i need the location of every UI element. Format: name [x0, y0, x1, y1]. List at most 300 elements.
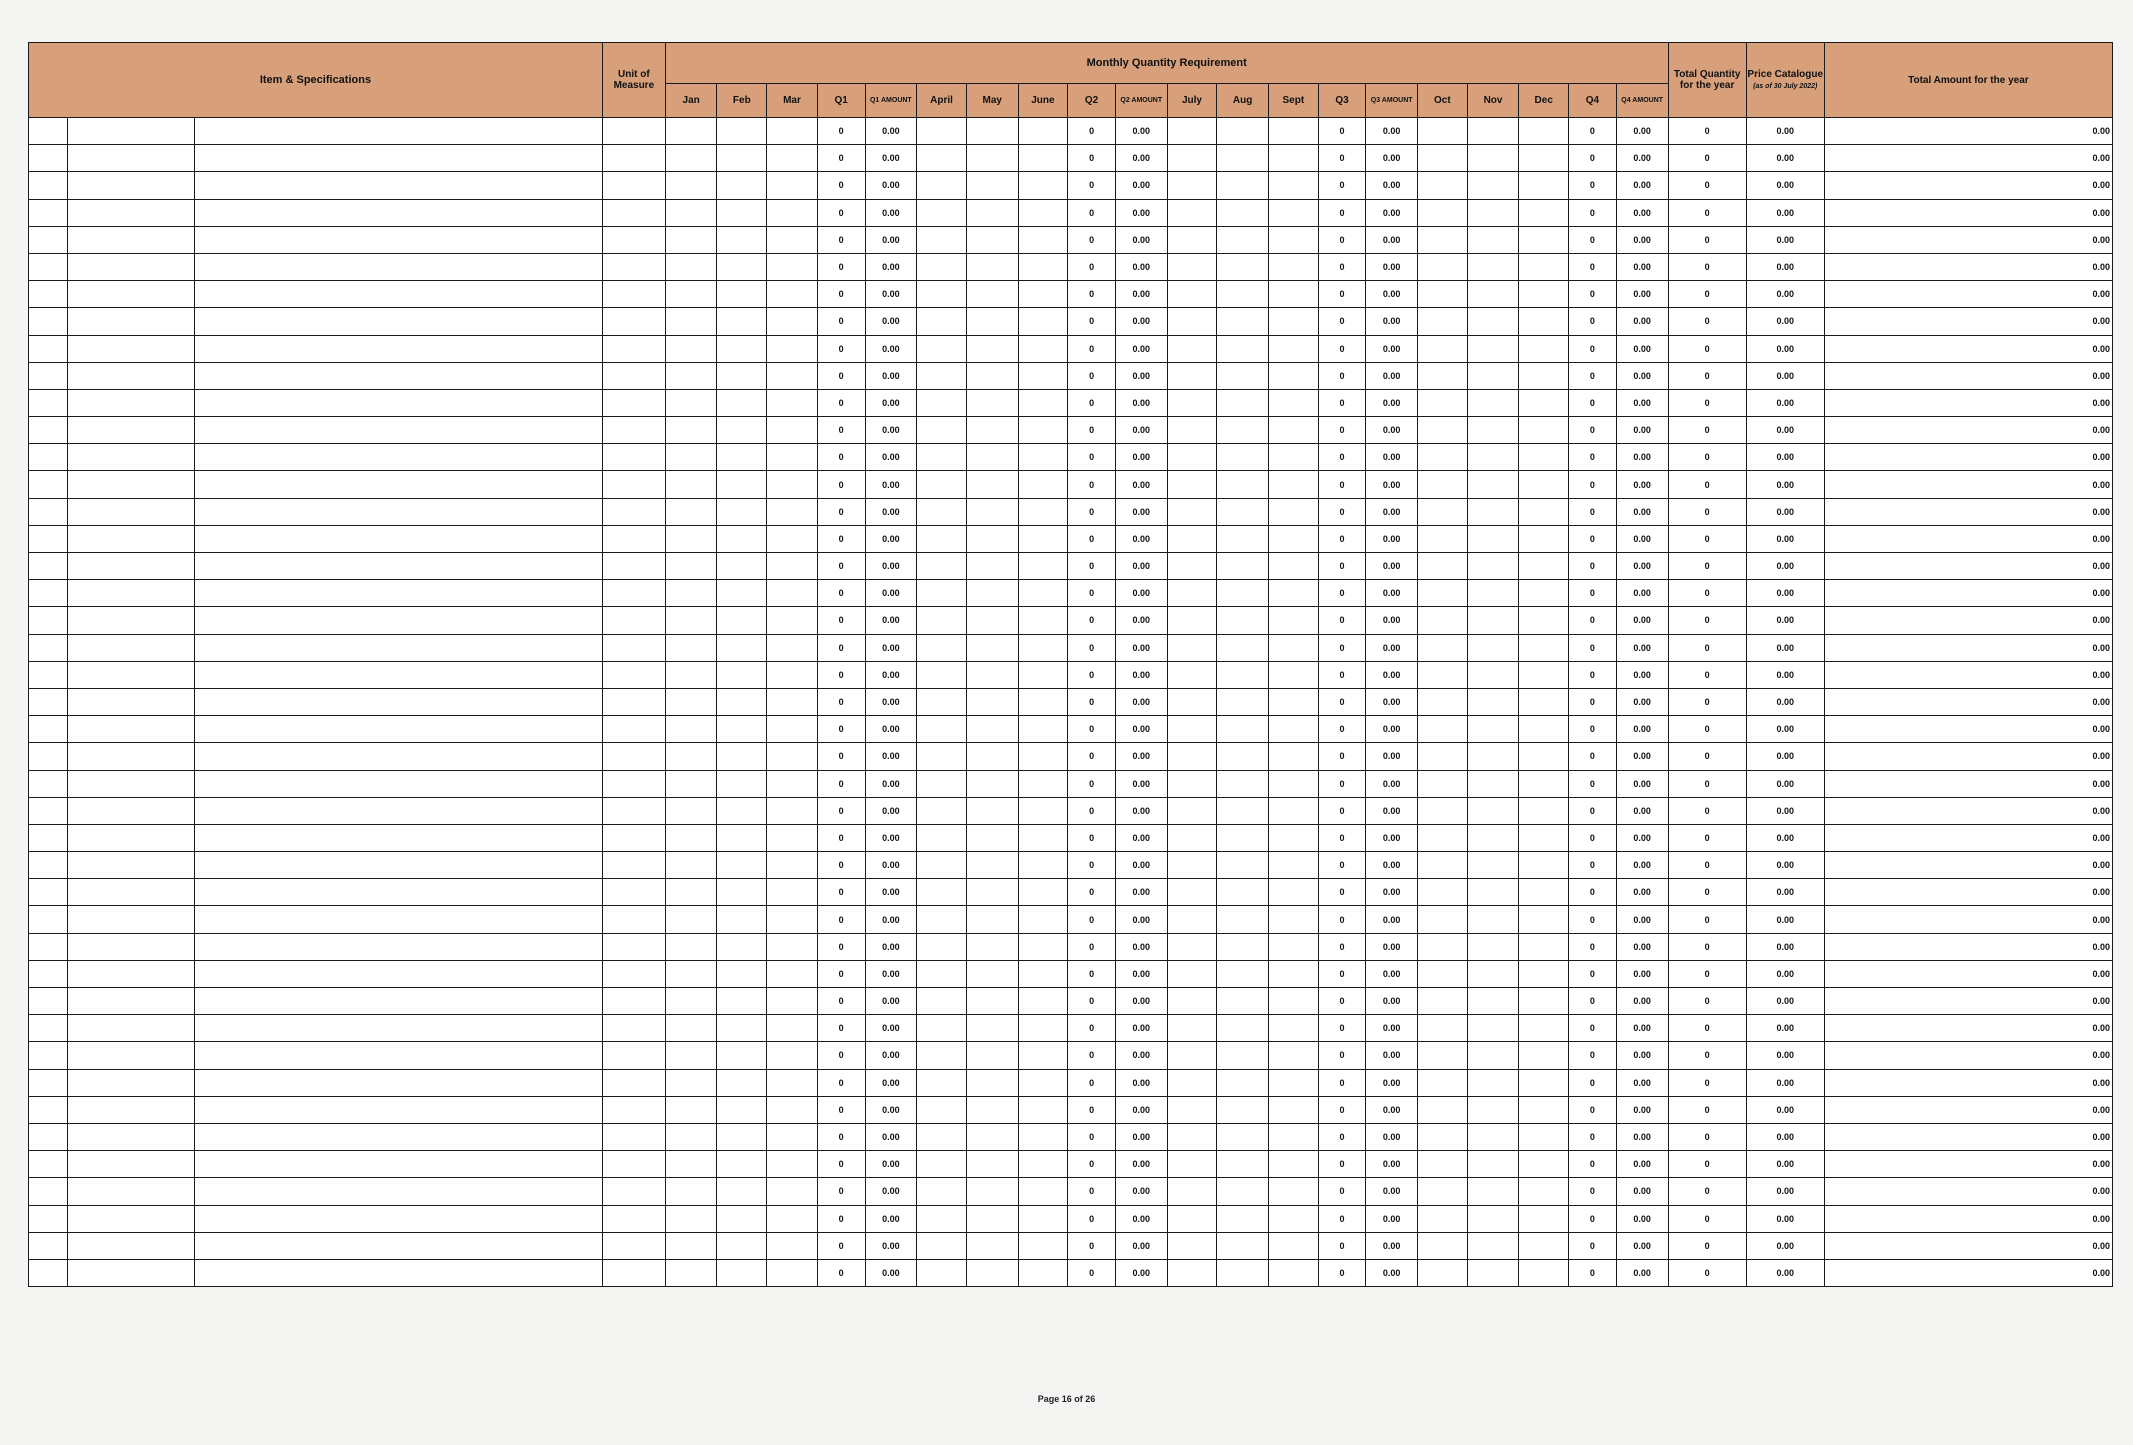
month-qty-cell[interactable]: [1167, 498, 1217, 525]
row-number-cell[interactable]: [29, 226, 68, 253]
month-qty-cell[interactable]: [1167, 553, 1217, 580]
month-qty-cell[interactable]: [1167, 281, 1217, 308]
month-qty-cell[interactable]: [1018, 988, 1068, 1015]
month-qty-cell[interactable]: [917, 1205, 967, 1232]
month-qty-cell[interactable]: [966, 716, 1018, 743]
month-qty-cell[interactable]: [1418, 1178, 1468, 1205]
month-qty-cell[interactable]: [966, 1069, 1018, 1096]
month-qty-cell[interactable]: [917, 852, 967, 879]
month-qty-cell[interactable]: [665, 634, 717, 661]
month-qty-cell[interactable]: [1467, 172, 1519, 199]
month-qty-cell[interactable]: [917, 607, 967, 634]
month-qty-cell[interactable]: [665, 444, 717, 471]
month-qty-cell[interactable]: [1268, 553, 1318, 580]
month-qty-cell[interactable]: [1519, 281, 1569, 308]
month-qty-cell[interactable]: [1519, 852, 1569, 879]
month-qty-cell[interactable]: [1018, 1123, 1068, 1150]
month-qty-cell[interactable]: [1167, 389, 1217, 416]
month-qty-cell[interactable]: [1519, 988, 1569, 1015]
month-qty-cell[interactable]: [767, 362, 818, 389]
month-qty-cell[interactable]: [717, 933, 767, 960]
month-qty-cell[interactable]: [917, 362, 967, 389]
item-code-cell[interactable]: [67, 362, 195, 389]
month-qty-cell[interactable]: [1519, 634, 1569, 661]
month-qty-cell[interactable]: [665, 362, 717, 389]
month-qty-cell[interactable]: [1217, 1096, 1269, 1123]
month-qty-cell[interactable]: [1418, 389, 1468, 416]
month-qty-cell[interactable]: [1418, 770, 1468, 797]
month-qty-cell[interactable]: [665, 308, 717, 335]
month-qty-cell[interactable]: [665, 879, 717, 906]
month-qty-cell[interactable]: [1167, 253, 1217, 280]
month-qty-cell[interactable]: [767, 960, 818, 987]
month-qty-cell[interactable]: [1217, 335, 1269, 362]
month-qty-cell[interactable]: [665, 417, 717, 444]
month-qty-cell[interactable]: [917, 1178, 967, 1205]
month-qty-cell[interactable]: [717, 688, 767, 715]
month-qty-cell[interactable]: [966, 580, 1018, 607]
row-number-cell[interactable]: [29, 118, 68, 145]
unit-cell[interactable]: [602, 661, 665, 688]
month-qty-cell[interactable]: [665, 335, 717, 362]
month-qty-cell[interactable]: [917, 688, 967, 715]
month-qty-cell[interactable]: [917, 226, 967, 253]
month-qty-cell[interactable]: [1268, 362, 1318, 389]
item-code-cell[interactable]: [67, 688, 195, 715]
month-qty-cell[interactable]: [917, 335, 967, 362]
unit-cell[interactable]: [602, 688, 665, 715]
month-qty-cell[interactable]: [966, 1205, 1018, 1232]
month-qty-cell[interactable]: [665, 145, 717, 172]
item-specification-cell[interactable]: [195, 498, 603, 525]
month-qty-cell[interactable]: [1217, 797, 1269, 824]
month-qty-cell[interactable]: [1167, 906, 1217, 933]
month-qty-cell[interactable]: [717, 1178, 767, 1205]
item-code-cell[interactable]: [67, 444, 195, 471]
month-qty-cell[interactable]: [1519, 661, 1569, 688]
item-specification-cell[interactable]: [195, 308, 603, 335]
month-qty-cell[interactable]: [1519, 797, 1569, 824]
month-qty-cell[interactable]: [717, 1205, 767, 1232]
month-qty-cell[interactable]: [665, 607, 717, 634]
month-qty-cell[interactable]: [1268, 199, 1318, 226]
month-qty-cell[interactable]: [917, 281, 967, 308]
month-qty-cell[interactable]: [767, 580, 818, 607]
row-number-cell[interactable]: [29, 1123, 68, 1150]
month-qty-cell[interactable]: [1418, 444, 1468, 471]
month-qty-cell[interactable]: [717, 607, 767, 634]
item-specification-cell[interactable]: [195, 281, 603, 308]
month-qty-cell[interactable]: [767, 716, 818, 743]
row-number-cell[interactable]: [29, 253, 68, 280]
month-qty-cell[interactable]: [1418, 281, 1468, 308]
month-qty-cell[interactable]: [1519, 1096, 1569, 1123]
item-specification-cell[interactable]: [195, 553, 603, 580]
item-specification-cell[interactable]: [195, 1042, 603, 1069]
month-qty-cell[interactable]: [1167, 471, 1217, 498]
month-qty-cell[interactable]: [1519, 607, 1569, 634]
month-qty-cell[interactable]: [1467, 960, 1519, 987]
month-qty-cell[interactable]: [1018, 634, 1068, 661]
item-code-cell[interactable]: [67, 960, 195, 987]
item-code-cell[interactable]: [67, 852, 195, 879]
item-code-cell[interactable]: [67, 145, 195, 172]
month-qty-cell[interactable]: [1467, 770, 1519, 797]
month-qty-cell[interactable]: [717, 498, 767, 525]
month-qty-cell[interactable]: [1167, 525, 1217, 552]
month-qty-cell[interactable]: [1217, 580, 1269, 607]
month-qty-cell[interactable]: [665, 172, 717, 199]
month-qty-cell[interactable]: [917, 172, 967, 199]
month-qty-cell[interactable]: [966, 362, 1018, 389]
month-qty-cell[interactable]: [917, 1123, 967, 1150]
month-qty-cell[interactable]: [665, 688, 717, 715]
month-qty-cell[interactable]: [1018, 797, 1068, 824]
month-qty-cell[interactable]: [767, 1205, 818, 1232]
month-qty-cell[interactable]: [1467, 988, 1519, 1015]
month-qty-cell[interactable]: [1418, 743, 1468, 770]
month-qty-cell[interactable]: [767, 118, 818, 145]
month-qty-cell[interactable]: [917, 634, 967, 661]
item-specification-cell[interactable]: [195, 335, 603, 362]
month-qty-cell[interactable]: [1467, 118, 1519, 145]
month-qty-cell[interactable]: [1268, 770, 1318, 797]
month-qty-cell[interactable]: [1418, 906, 1468, 933]
month-qty-cell[interactable]: [917, 797, 967, 824]
month-qty-cell[interactable]: [717, 770, 767, 797]
month-qty-cell[interactable]: [966, 634, 1018, 661]
month-qty-cell[interactable]: [1018, 824, 1068, 851]
month-qty-cell[interactable]: [665, 1178, 717, 1205]
month-qty-cell[interactable]: [1418, 226, 1468, 253]
month-qty-cell[interactable]: [665, 770, 717, 797]
month-qty-cell[interactable]: [1467, 1123, 1519, 1150]
month-qty-cell[interactable]: [1268, 145, 1318, 172]
unit-cell[interactable]: [602, 226, 665, 253]
month-qty-cell[interactable]: [917, 1015, 967, 1042]
month-qty-cell[interactable]: [1418, 797, 1468, 824]
month-qty-cell[interactable]: [1167, 1232, 1217, 1259]
month-qty-cell[interactable]: [966, 988, 1018, 1015]
month-qty-cell[interactable]: [1217, 607, 1269, 634]
month-qty-cell[interactable]: [717, 253, 767, 280]
month-qty-cell[interactable]: [767, 879, 818, 906]
item-specification-cell[interactable]: [195, 525, 603, 552]
month-qty-cell[interactable]: [966, 471, 1018, 498]
month-qty-cell[interactable]: [767, 607, 818, 634]
item-specification-cell[interactable]: [195, 770, 603, 797]
month-qty-cell[interactable]: [1167, 1151, 1217, 1178]
month-qty-cell[interactable]: [717, 389, 767, 416]
item-code-cell[interactable]: [67, 525, 195, 552]
month-qty-cell[interactable]: [665, 824, 717, 851]
month-qty-cell[interactable]: [717, 281, 767, 308]
month-qty-cell[interactable]: [1217, 362, 1269, 389]
month-qty-cell[interactable]: [1167, 308, 1217, 335]
month-qty-cell[interactable]: [665, 281, 717, 308]
month-qty-cell[interactable]: [767, 797, 818, 824]
month-qty-cell[interactable]: [966, 553, 1018, 580]
month-qty-cell[interactable]: [1018, 1232, 1068, 1259]
unit-cell[interactable]: [602, 362, 665, 389]
month-qty-cell[interactable]: [1519, 879, 1569, 906]
item-specification-cell[interactable]: [195, 1178, 603, 1205]
month-qty-cell[interactable]: [966, 824, 1018, 851]
item-code-cell[interactable]: [67, 879, 195, 906]
unit-cell[interactable]: [602, 960, 665, 987]
month-qty-cell[interactable]: [1467, 1151, 1519, 1178]
month-qty-cell[interactable]: [1018, 1151, 1068, 1178]
month-qty-cell[interactable]: [917, 417, 967, 444]
month-qty-cell[interactable]: [917, 1069, 967, 1096]
month-qty-cell[interactable]: [1418, 525, 1468, 552]
month-qty-cell[interactable]: [665, 1232, 717, 1259]
item-specification-cell[interactable]: [195, 634, 603, 661]
month-qty-cell[interactable]: [1268, 1096, 1318, 1123]
month-qty-cell[interactable]: [1418, 145, 1468, 172]
row-number-cell[interactable]: [29, 525, 68, 552]
month-qty-cell[interactable]: [1268, 879, 1318, 906]
month-qty-cell[interactable]: [665, 933, 717, 960]
month-qty-cell[interactable]: [966, 797, 1018, 824]
month-qty-cell[interactable]: [767, 661, 818, 688]
month-qty-cell[interactable]: [1519, 172, 1569, 199]
month-qty-cell[interactable]: [1467, 1259, 1519, 1286]
month-qty-cell[interactable]: [1418, 553, 1468, 580]
month-qty-cell[interactable]: [966, 281, 1018, 308]
month-qty-cell[interactable]: [1217, 308, 1269, 335]
month-qty-cell[interactable]: [1467, 797, 1519, 824]
month-qty-cell[interactable]: [767, 308, 818, 335]
month-qty-cell[interactable]: [1167, 118, 1217, 145]
month-qty-cell[interactable]: [767, 906, 818, 933]
month-qty-cell[interactable]: [665, 1015, 717, 1042]
month-qty-cell[interactable]: [767, 553, 818, 580]
month-qty-cell[interactable]: [1268, 444, 1318, 471]
month-qty-cell[interactable]: [1167, 1015, 1217, 1042]
month-qty-cell[interactable]: [1217, 417, 1269, 444]
month-qty-cell[interactable]: [1018, 199, 1068, 226]
month-qty-cell[interactable]: [1467, 1205, 1519, 1232]
month-qty-cell[interactable]: [1018, 688, 1068, 715]
item-specification-cell[interactable]: [195, 824, 603, 851]
row-number-cell[interactable]: [29, 634, 68, 661]
month-qty-cell[interactable]: [1018, 879, 1068, 906]
month-qty-cell[interactable]: [1519, 308, 1569, 335]
month-qty-cell[interactable]: [717, 145, 767, 172]
item-code-cell[interactable]: [67, 988, 195, 1015]
month-qty-cell[interactable]: [1268, 1151, 1318, 1178]
month-qty-cell[interactable]: [717, 1096, 767, 1123]
item-code-cell[interactable]: [67, 580, 195, 607]
month-qty-cell[interactable]: [1418, 580, 1468, 607]
month-qty-cell[interactable]: [917, 1232, 967, 1259]
month-qty-cell[interactable]: [1167, 824, 1217, 851]
month-qty-cell[interactable]: [1018, 226, 1068, 253]
month-qty-cell[interactable]: [966, 1096, 1018, 1123]
month-qty-cell[interactable]: [717, 960, 767, 987]
month-qty-cell[interactable]: [1217, 553, 1269, 580]
month-qty-cell[interactable]: [1217, 525, 1269, 552]
month-qty-cell[interactable]: [717, 525, 767, 552]
month-qty-cell[interactable]: [1467, 226, 1519, 253]
item-code-cell[interactable]: [67, 498, 195, 525]
month-qty-cell[interactable]: [966, 770, 1018, 797]
month-qty-cell[interactable]: [1018, 933, 1068, 960]
month-qty-cell[interactable]: [1018, 417, 1068, 444]
month-qty-cell[interactable]: [1167, 607, 1217, 634]
unit-cell[interactable]: [602, 1178, 665, 1205]
month-qty-cell[interactable]: [1167, 988, 1217, 1015]
month-qty-cell[interactable]: [1418, 688, 1468, 715]
unit-cell[interactable]: [602, 335, 665, 362]
row-number-cell[interactable]: [29, 1042, 68, 1069]
month-qty-cell[interactable]: [1467, 607, 1519, 634]
month-qty-cell[interactable]: [1467, 634, 1519, 661]
month-qty-cell[interactable]: [1167, 1123, 1217, 1150]
month-qty-cell[interactable]: [1519, 444, 1569, 471]
month-qty-cell[interactable]: [1268, 118, 1318, 145]
month-qty-cell[interactable]: [1467, 145, 1519, 172]
month-qty-cell[interactable]: [1018, 1259, 1068, 1286]
item-code-cell[interactable]: [67, 933, 195, 960]
month-qty-cell[interactable]: [1519, 362, 1569, 389]
row-number-cell[interactable]: [29, 988, 68, 1015]
month-qty-cell[interactable]: [767, 852, 818, 879]
item-code-cell[interactable]: [67, 308, 195, 335]
month-qty-cell[interactable]: [665, 906, 717, 933]
month-qty-cell[interactable]: [966, 253, 1018, 280]
row-number-cell[interactable]: [29, 852, 68, 879]
month-qty-cell[interactable]: [1519, 226, 1569, 253]
month-qty-cell[interactable]: [1467, 1015, 1519, 1042]
item-specification-cell[interactable]: [195, 1259, 603, 1286]
row-number-cell[interactable]: [29, 1232, 68, 1259]
month-qty-cell[interactable]: [1418, 1151, 1468, 1178]
month-qty-cell[interactable]: [966, 1042, 1018, 1069]
month-qty-cell[interactable]: [665, 1069, 717, 1096]
month-qty-cell[interactable]: [966, 1015, 1018, 1042]
month-qty-cell[interactable]: [1217, 1232, 1269, 1259]
item-code-cell[interactable]: [67, 172, 195, 199]
unit-cell[interactable]: [602, 933, 665, 960]
unit-cell[interactable]: [602, 716, 665, 743]
month-qty-cell[interactable]: [1167, 852, 1217, 879]
unit-cell[interactable]: [602, 852, 665, 879]
unit-cell[interactable]: [602, 498, 665, 525]
month-qty-cell[interactable]: [1217, 389, 1269, 416]
row-number-cell[interactable]: [29, 688, 68, 715]
unit-cell[interactable]: [602, 1205, 665, 1232]
month-qty-cell[interactable]: [767, 1123, 818, 1150]
month-qty-cell[interactable]: [1217, 770, 1269, 797]
month-qty-cell[interactable]: [665, 1205, 717, 1232]
month-qty-cell[interactable]: [1018, 716, 1068, 743]
item-code-cell[interactable]: [67, 1123, 195, 1150]
month-qty-cell[interactable]: [1418, 1259, 1468, 1286]
month-qty-cell[interactable]: [1418, 852, 1468, 879]
row-number-cell[interactable]: [29, 444, 68, 471]
unit-cell[interactable]: [602, 906, 665, 933]
month-qty-cell[interactable]: [1268, 933, 1318, 960]
item-code-cell[interactable]: [67, 1205, 195, 1232]
month-qty-cell[interactable]: [1519, 199, 1569, 226]
month-qty-cell[interactable]: [1519, 770, 1569, 797]
month-qty-cell[interactable]: [1467, 199, 1519, 226]
row-number-cell[interactable]: [29, 1151, 68, 1178]
month-qty-cell[interactable]: [1467, 852, 1519, 879]
month-qty-cell[interactable]: [966, 145, 1018, 172]
month-qty-cell[interactable]: [917, 498, 967, 525]
month-qty-cell[interactable]: [1167, 933, 1217, 960]
item-code-cell[interactable]: [67, 118, 195, 145]
month-qty-cell[interactable]: [966, 933, 1018, 960]
month-qty-cell[interactable]: [1519, 1069, 1569, 1096]
month-qty-cell[interactable]: [917, 824, 967, 851]
month-qty-cell[interactable]: [1217, 716, 1269, 743]
item-specification-cell[interactable]: [195, 1205, 603, 1232]
month-qty-cell[interactable]: [1467, 525, 1519, 552]
month-qty-cell[interactable]: [767, 145, 818, 172]
month-qty-cell[interactable]: [966, 906, 1018, 933]
month-qty-cell[interactable]: [1418, 1069, 1468, 1096]
month-qty-cell[interactable]: [1217, 688, 1269, 715]
month-qty-cell[interactable]: [1217, 824, 1269, 851]
month-qty-cell[interactable]: [1018, 960, 1068, 987]
month-qty-cell[interactable]: [1268, 471, 1318, 498]
month-qty-cell[interactable]: [917, 743, 967, 770]
month-qty-cell[interactable]: [966, 308, 1018, 335]
month-qty-cell[interactable]: [1217, 172, 1269, 199]
row-number-cell[interactable]: [29, 1178, 68, 1205]
row-number-cell[interactable]: [29, 661, 68, 688]
month-qty-cell[interactable]: [1217, 634, 1269, 661]
month-qty-cell[interactable]: [1418, 118, 1468, 145]
month-qty-cell[interactable]: [717, 362, 767, 389]
month-qty-cell[interactable]: [767, 389, 818, 416]
month-qty-cell[interactable]: [665, 525, 717, 552]
month-qty-cell[interactable]: [1167, 335, 1217, 362]
row-number-cell[interactable]: [29, 743, 68, 770]
month-qty-cell[interactable]: [1217, 1178, 1269, 1205]
month-qty-cell[interactable]: [665, 553, 717, 580]
unit-cell[interactable]: [602, 743, 665, 770]
unit-cell[interactable]: [602, 308, 665, 335]
month-qty-cell[interactable]: [1018, 471, 1068, 498]
unit-cell[interactable]: [602, 172, 665, 199]
month-qty-cell[interactable]: [966, 1232, 1018, 1259]
row-number-cell[interactable]: [29, 498, 68, 525]
item-specification-cell[interactable]: [195, 226, 603, 253]
unit-cell[interactable]: [602, 118, 665, 145]
month-qty-cell[interactable]: [1167, 362, 1217, 389]
month-qty-cell[interactable]: [1217, 988, 1269, 1015]
item-code-cell[interactable]: [67, 553, 195, 580]
month-qty-cell[interactable]: [1268, 634, 1318, 661]
item-code-cell[interactable]: [67, 389, 195, 416]
month-qty-cell[interactable]: [917, 308, 967, 335]
month-qty-cell[interactable]: [1167, 1069, 1217, 1096]
month-qty-cell[interactable]: [1519, 145, 1569, 172]
month-qty-cell[interactable]: [917, 1042, 967, 1069]
month-qty-cell[interactable]: [1268, 906, 1318, 933]
item-code-cell[interactable]: [67, 770, 195, 797]
month-qty-cell[interactable]: [917, 389, 967, 416]
month-qty-cell[interactable]: [717, 988, 767, 1015]
month-qty-cell[interactable]: [1467, 308, 1519, 335]
month-qty-cell[interactable]: [1418, 417, 1468, 444]
item-specification-cell[interactable]: [195, 118, 603, 145]
